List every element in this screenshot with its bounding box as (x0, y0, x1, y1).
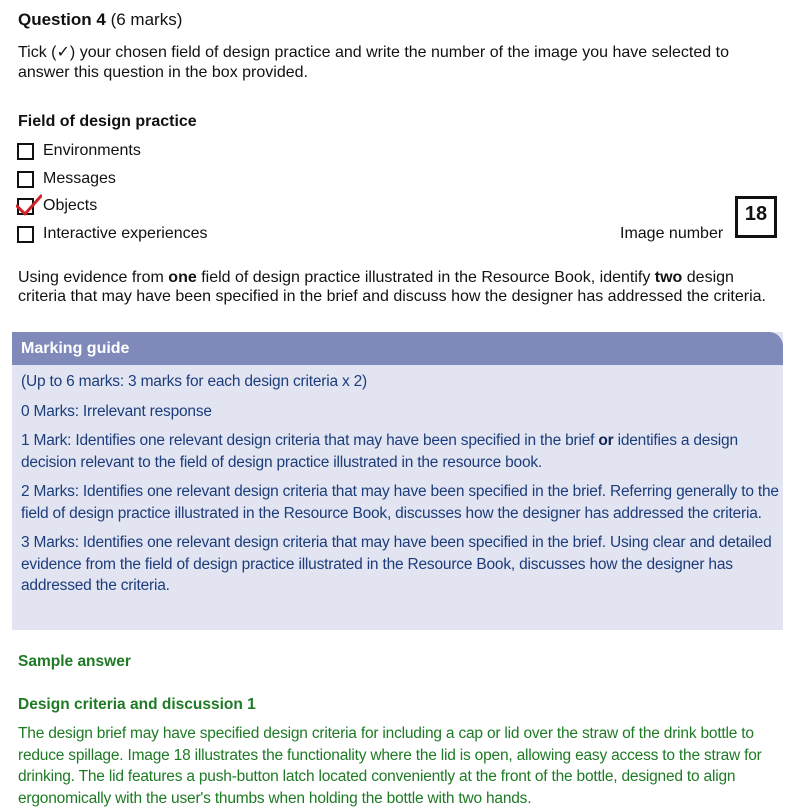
guide-emphasis: or (598, 432, 614, 449)
option-interactive[interactable] (17, 224, 208, 244)
prompt-text: design criteria that may have been specified in the brief and discuss how the designer has addressed the criteria. (18, 269, 766, 305)
question-number: Question 4 (18, 10, 106, 29)
option-environments[interactable] (17, 141, 141, 161)
guide-intro: (Up to 6 marks: 3 marks for each design criteria x 2) (21, 373, 368, 390)
option-label: Environments (43, 142, 141, 159)
checkbox-objects[interactable] (17, 198, 34, 215)
question-instruction: Tick (✓) your chosen field of design practice and write the number of the image you have selected to answer this question in the box provided. (18, 44, 729, 81)
option-label: Messages (43, 170, 116, 187)
criteria-heading: Design criteria and discussion 1 (18, 696, 256, 713)
marking-guide (12, 332, 783, 630)
question-title (18, 10, 182, 30)
checkbox-interactive[interactable] (17, 226, 34, 243)
marking-guide-body (12, 365, 783, 597)
sample-answer-text: The design brief may have specified design criteria for including a cap or lid over the straw of the drink bottle to reduce spillage. Image 18 illustrates the functionality where the lid is open, allowing easy access to the straw for drinking. The lid features a push-button latch located conveniently at the front of the bottle, designed to align ergonomically with the user's thumbs when holding the bottle with two hands. (18, 725, 762, 807)
image-number-label: Image number (620, 225, 724, 242)
image-number-box[interactable]: 18 (735, 196, 777, 238)
checkbox-environments[interactable] (17, 143, 34, 160)
checkbox-messages[interactable] (17, 171, 34, 188)
question-prompt (18, 268, 778, 306)
marking-guide-title: Marking guide (12, 332, 783, 365)
sample-answer-heading: Sample answer (18, 653, 131, 670)
guide-2-marks: 2 Marks: Identifies one relevant design criteria that may have been specified in the brief. Referring generally to the field of design practice illustrated in the Resource Book, discusses how the designer has addressed the criteria. (21, 483, 779, 522)
prompt-text: field of design practice illustrated in the Resource Book, identify (196, 269, 655, 286)
guide-3-marks: 3 Marks: Identifies one relevant design criteria that may have been specified in the brief. Using clear and detailed evidence from the field of design practice illustrated in the Resource Book, discusses how the designer has addressed the criteria. (21, 534, 772, 594)
option-messages[interactable] (17, 169, 116, 189)
option-objects[interactable] (17, 196, 97, 216)
tick-icon (16, 194, 42, 218)
guide-0-marks: 0 Marks: Irrelevant response (21, 402, 212, 420)
option-label: Objects (43, 197, 98, 214)
prompt-emphasis: two (654, 269, 683, 286)
prompt-emphasis: one (168, 269, 197, 286)
question-marks: (6 marks) (110, 10, 183, 29)
guide-text: identifies a design decision relevant to the field of design practice illustrated in the resource book. (21, 432, 738, 471)
prompt-text: Using evidence from (18, 269, 169, 286)
guide-1-mark (21, 430, 779, 473)
guide-text: 1 Mark: Identifies one relevant design criteria that may have been specified in the brief (21, 432, 599, 449)
option-label: Interactive experiences (43, 225, 208, 242)
field-heading: Field of design practice (18, 113, 197, 130)
